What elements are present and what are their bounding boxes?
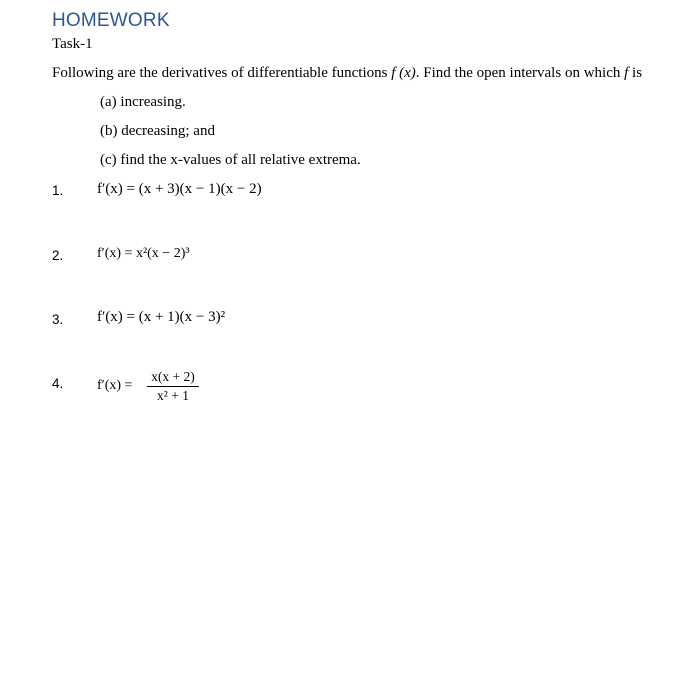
- task-label: Task-1: [52, 36, 93, 52]
- problem-4-denominator: x² + 1: [157, 388, 189, 403]
- problem-1-number: 1.: [52, 183, 64, 198]
- problem-3-equation: f′(x) = (x + 1)(x − 3)²: [97, 309, 226, 325]
- intro-f: f: [624, 65, 629, 81]
- intro-text-2: . Find the open intervals on which: [415, 65, 625, 81]
- intro-fx: f (x): [391, 65, 416, 81]
- problem-4-numerator: x(x + 2): [151, 369, 195, 384]
- intro-text-3: is: [628, 65, 643, 81]
- part-b: (b) decreasing; and: [100, 123, 215, 139]
- part-a: (a) increasing.: [100, 94, 186, 110]
- problem-4-fraction: [146, 369, 200, 404]
- problem-2-number: 2.: [52, 248, 64, 263]
- problem-2-equation: f′(x) = x²(x − 2)³: [97, 246, 190, 261]
- part-c: (c) find the x-values of all relative extrema.: [100, 152, 361, 168]
- problem-4-lhs: f′(x) =: [97, 378, 133, 393]
- problem-1-equation: f′(x) = (x + 3)(x − 1)(x − 2): [97, 181, 262, 197]
- page-title: HOMEWORK: [52, 10, 170, 31]
- problem-3-number: 3.: [52, 312, 64, 327]
- problem-4-number: 4.: [52, 376, 64, 391]
- intro-paragraph: [52, 65, 642, 82]
- intro-text-1: Following are the derivatives of differentiable functions: [52, 65, 392, 81]
